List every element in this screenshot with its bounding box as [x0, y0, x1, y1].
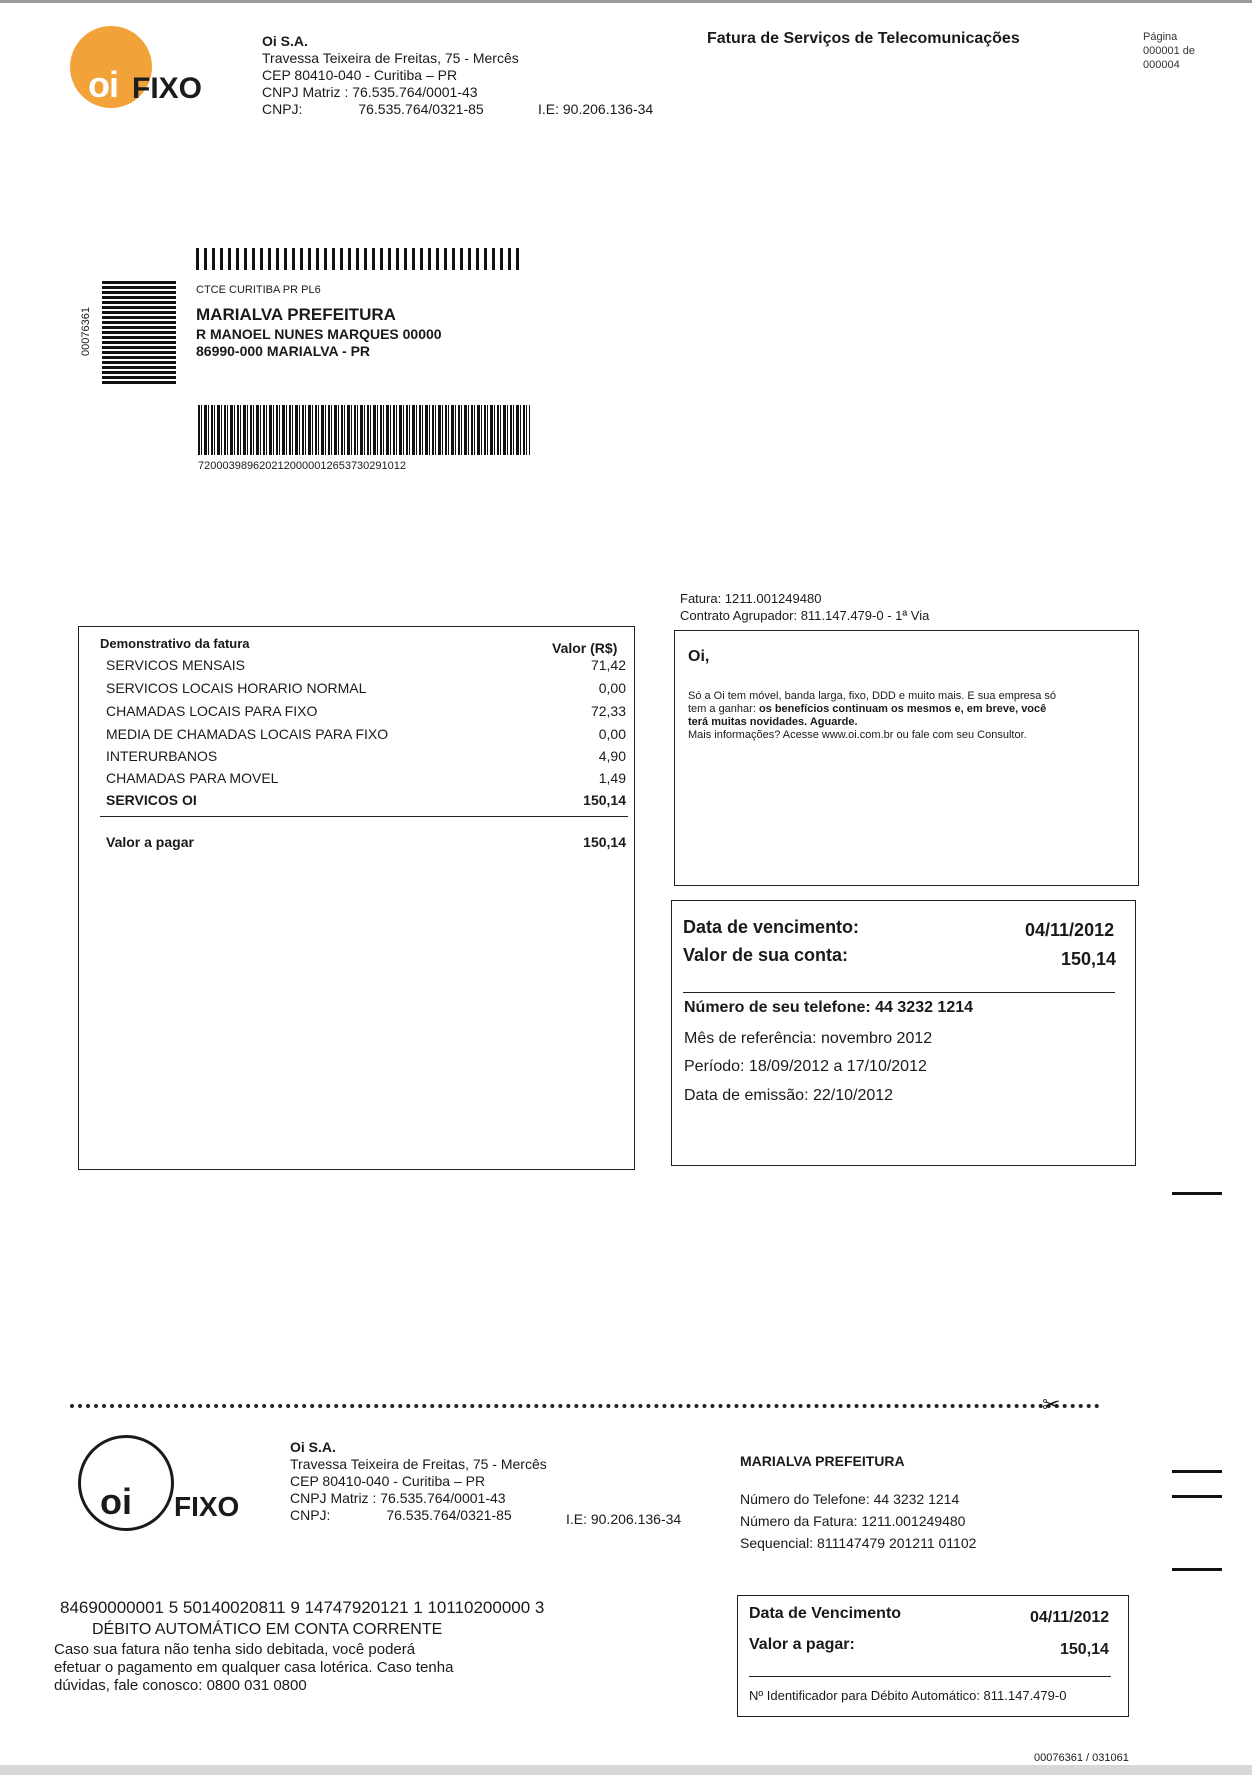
- stub-client-name: MARIALVA PREFEITURA: [740, 1453, 905, 1469]
- message-greeting: Oi,: [688, 648, 710, 665]
- stub-due-label: Data de Vencimento: [749, 1605, 902, 1622]
- phone-number: Número de seu telefone: 44 3232 1214: [684, 999, 974, 1016]
- statement-row-label: INTERURBANOS: [106, 748, 218, 764]
- statement-row-value: 71,42: [590, 657, 626, 673]
- scan-edge-top: [0, 0, 1252, 3]
- stub-sequencial: Sequencial: 811147479 201211 01102: [740, 1535, 977, 1551]
- scissors-icon: ✂: [1042, 1392, 1061, 1417]
- stub-due-value: 04/11/2012: [1030, 1609, 1110, 1626]
- statement-row: [106, 770, 626, 786]
- statement-row: [106, 657, 626, 673]
- oi-fixo-logo: [62, 22, 212, 112]
- stub-divider: [749, 1676, 1111, 1677]
- logo-oi-text: oi: [100, 1481, 132, 1522]
- debit-notice-line1: Caso sua fatura não tenha sido debitada, você poderá: [54, 1641, 416, 1658]
- statement-total-label: Valor a pagar: [106, 834, 194, 850]
- statement-total-value: 150,14: [583, 834, 626, 850]
- company-cnpj-row: [262, 101, 519, 118]
- company-info: [262, 33, 519, 118]
- document-title: Fatura de Serviços de Telecomunicações: [707, 30, 1020, 47]
- amount-label: Valor de sua conta:: [683, 945, 849, 965]
- digitable-line: 84690000001 5 50140020811 9 14747920121 1 10110200000 3: [60, 1598, 545, 1617]
- footer-code: 00076361 / 031061: [1034, 1752, 1129, 1764]
- invoice-reference: [680, 590, 929, 624]
- statement-row-value: 4,90: [598, 748, 626, 764]
- statement-row-label: CHAMADAS PARA MOVEL: [106, 770, 279, 786]
- barcode: [198, 405, 530, 455]
- postnet-barcode: [196, 248, 522, 270]
- statement-row-value: 1,49: [598, 770, 626, 786]
- company-cnpj-label: CNPJ:: [262, 101, 303, 117]
- stub-debit-id: Nº Identificador para Débito Automático: 811.147.479-0: [749, 1688, 1067, 1703]
- stub-phone: Número do Telefone: 44 3232 1214: [740, 1491, 960, 1507]
- invoice-number: Fatura: 1211.001249480: [680, 591, 822, 606]
- page-current: 000001 de: [1143, 45, 1195, 57]
- debit-notice-line3: dúvidas, fale conosco: 0800 031 0800: [54, 1677, 307, 1694]
- addressee-name: MARIALVA PREFEITURA: [196, 305, 396, 324]
- statement-row-label: CHAMADAS LOCAIS PARA FIXO: [106, 703, 318, 719]
- stub-invoice: Número da Fatura: 1211.001249480: [740, 1513, 966, 1529]
- company-name: Oi S.A.: [262, 33, 308, 49]
- stub-cnpj-value: 76.535.764/0321-85: [386, 1507, 512, 1523]
- margin-mark: [1172, 1568, 1222, 1571]
- page-label: Página: [1143, 31, 1178, 43]
- stub-company-cnpj-matriz: CNPJ Matriz : 76.535.764/0001-43: [290, 1490, 506, 1506]
- statement-row-label: SERVICOS LOCAIS HORARIO NORMAL: [106, 680, 367, 696]
- mail-sort-bars: [102, 281, 176, 386]
- due-date-label: Data de vencimento:: [683, 917, 860, 937]
- statement-row-value: 0,00: [598, 726, 626, 742]
- stub-amount-label: Valor a pagar:: [749, 1636, 855, 1653]
- message-line4: Mais informações? Acesse www.oi.com.br ou fale com seu Consultor.: [688, 729, 1027, 741]
- logo-fixo-text: FIXO: [132, 72, 203, 105]
- stub-company-name: Oi S.A.: [290, 1439, 336, 1455]
- billing-period: Período: 18/09/2012 a 17/10/2012: [684, 1058, 927, 1075]
- margin-mark: [1172, 1470, 1222, 1473]
- debit-notice-line2: efetuar o pagamento em qualquer casa lotérica. Caso tenha: [54, 1659, 454, 1676]
- addressee-city: 86990-000 MARIALVA - PR: [196, 343, 371, 359]
- message-line2-b: os benefícios continuam os mesmos e, em breve, você: [758, 703, 1047, 715]
- statement-row-label: SERVICOS MENSAIS: [106, 657, 246, 673]
- cut-line: [70, 1404, 1100, 1408]
- margin-mark: [1172, 1495, 1222, 1498]
- message-box: [674, 630, 1139, 886]
- statement-title: Demonstrativo da fatura: [100, 636, 250, 651]
- reference-month: Mês de referência: novembro 2012: [684, 1030, 933, 1047]
- company-ie: I.E: 90.206.136-34: [538, 101, 654, 117]
- vertical-code: 00076361: [80, 307, 92, 356]
- stub-cnpj-label: CNPJ:: [290, 1507, 331, 1523]
- statement-row: [106, 748, 626, 764]
- page-total: 000004: [1143, 59, 1180, 71]
- logo-fixo-text: FIXO: [174, 1491, 240, 1522]
- stub-amount-value: 150,14: [1060, 1641, 1109, 1658]
- message-line2: [688, 703, 1120, 716]
- stub-company-address2: CEP 80410-040 - Curitiba – PR: [290, 1473, 486, 1489]
- debit-title: DÉBITO AUTOMÁTICO EM CONTA CORRENTE: [92, 1621, 443, 1638]
- addressee-street: R MANOEL NUNES MARQUES 00000: [196, 326, 442, 342]
- statement-row: [106, 680, 626, 696]
- scan-edge-bottom: [0, 1765, 1252, 1775]
- summary-divider: [683, 992, 1115, 993]
- page-counter: [1143, 30, 1195, 72]
- barcode-number: 7200039896202120000012653730291012: [198, 460, 407, 472]
- stub-company-info: [290, 1439, 547, 1524]
- message-line2-a: tem a ganhar:: [688, 703, 756, 715]
- stub-client-info: [740, 1488, 976, 1554]
- due-date-value: 04/11/2012: [1025, 920, 1115, 940]
- message-line1: Só a Oi tem móvel, banda larga, fixo, DDD e muito mais. E sua empresa só: [688, 690, 1057, 702]
- company-cnpj-matriz: CNPJ Matriz : 76.535.764/0001-43: [262, 84, 478, 100]
- statement-row: [106, 726, 626, 742]
- statement-value-header: Valor (R$): [552, 640, 618, 656]
- statement-row-value: 72,33: [590, 703, 626, 719]
- statement-row-value: 150,14: [583, 792, 626, 808]
- statement-row: [106, 792, 626, 808]
- margin-mark: [1172, 1192, 1222, 1195]
- statement-divider: [100, 816, 628, 817]
- company-address1: Travessa Teixeira de Freitas, 75 - Mercês: [262, 50, 519, 66]
- stub-company-cnpj-row: [290, 1507, 547, 1524]
- statement-row-value: 0,00: [598, 680, 626, 696]
- message-body: [688, 690, 1120, 742]
- amount-value: 150,14: [1061, 949, 1117, 969]
- contract-number: Contrato Agrupador: 811.147.479-0 - 1ª Via: [680, 608, 930, 623]
- company-address2: CEP 80410-040 - Curitiba – PR: [262, 67, 458, 83]
- debit-notice: [54, 1641, 453, 1695]
- issue-date: Data de emissão: 22/10/2012: [684, 1087, 894, 1104]
- stub-company-ie: I.E: 90.206.136-34: [566, 1511, 682, 1527]
- message-line3: terá muitas novidades. Aguarde.: [688, 716, 858, 728]
- statement-total: [106, 834, 626, 850]
- statement-row: [106, 703, 626, 719]
- oi-fixo-logo-stub: [78, 1435, 278, 1535]
- statement-row-label: MEDIA DE CHAMADAS LOCAIS PARA FIXO: [106, 726, 389, 742]
- logo-oi-text: oi: [88, 64, 118, 105]
- stub-company-address1: Travessa Teixeira de Freitas, 75 - Mercês: [290, 1456, 547, 1472]
- routing-code: CTCE CURITIBA PR PL6: [196, 284, 321, 296]
- statement-row-label: SERVICOS OI: [106, 792, 197, 808]
- company-cnpj-value: 76.535.764/0321-85: [358, 101, 484, 117]
